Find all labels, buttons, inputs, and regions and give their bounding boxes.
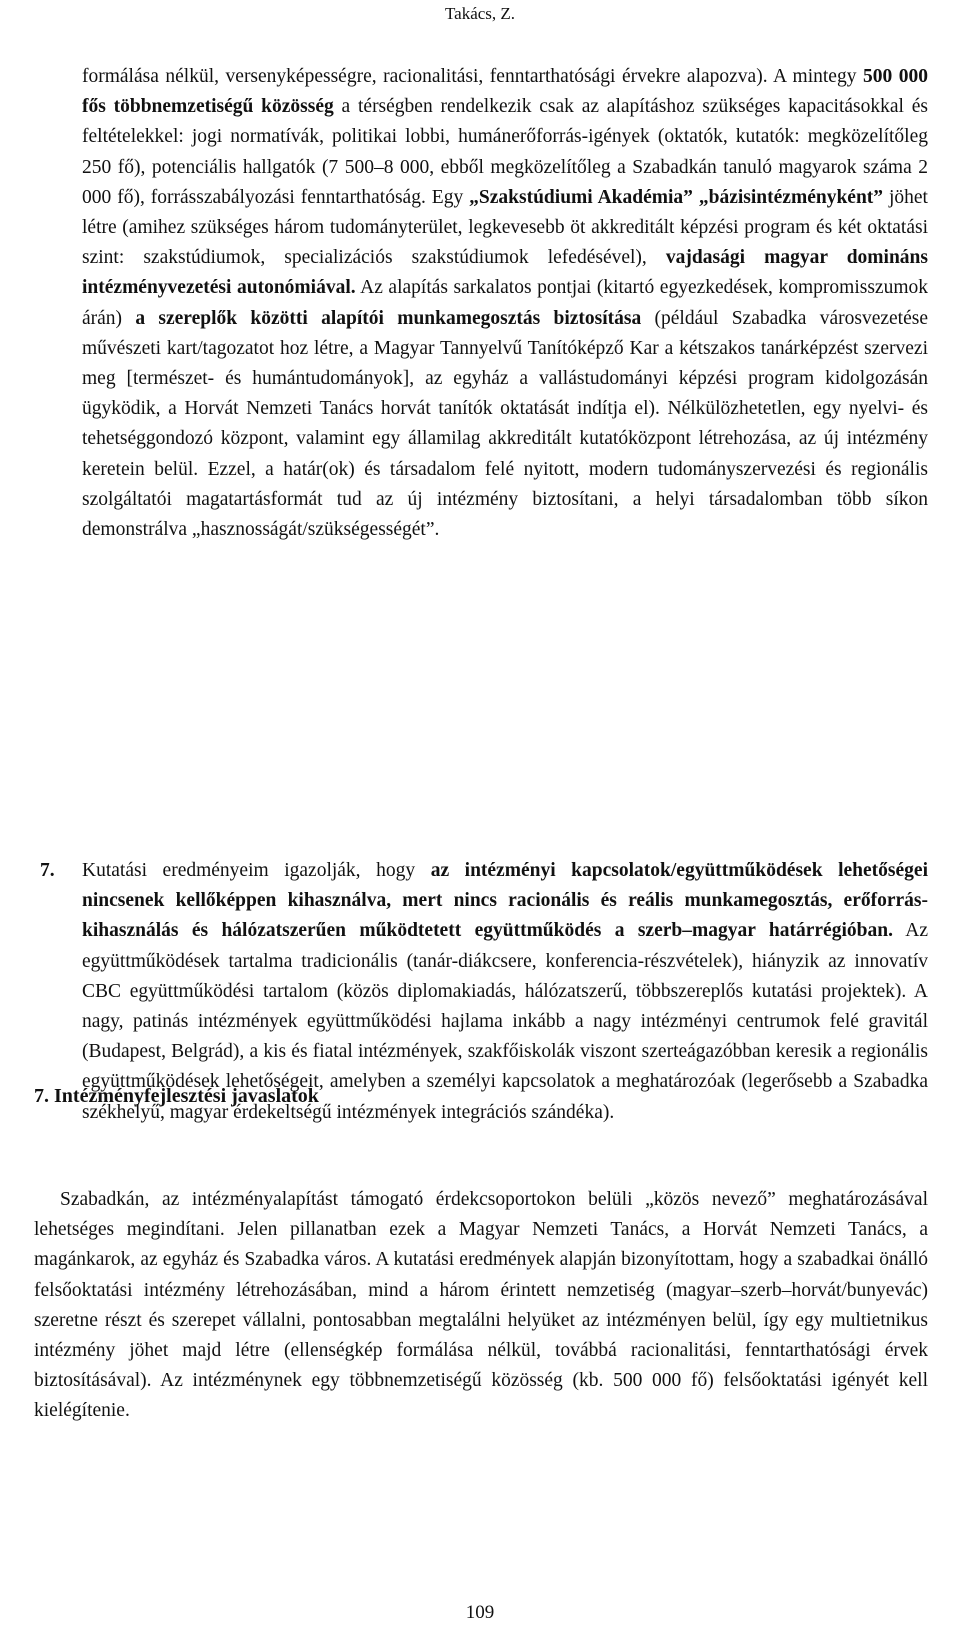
text-run: Kutatási eredményeim igazolják, hogy: [82, 860, 431, 881]
bold-run: vajdasági magyar domináns intézményvezetési autonómiával.: [82, 247, 928, 299]
text-run: Az együttműködések tartalma tradicionális (tanár-diákcsere, konferencia-részvételek), hiányzik az innovatív CBC együttműködési tartalom (közös diplomakiadás, hálózatszerű, többszereplős kutatási projektek). A nagy, patinás intézmények együttműködési hajlama inkább a nagy intézményi centrumok felé gravitál (Budapest, Belgrád), a kis és fiatal intézmények, szakfőiskolák viszont szerteágazóbban keresik a regionális együttműködések lehetőségeit, amelyben a személyi kapcsolatok a meghatározóak (legerősebb a Szabadka székhelyű, magyar érdekeltségű intézmények integrációs szándéka).: [82, 920, 928, 1123]
text-run: a térségben rendelkezik csak az alapításhoz szükséges kapacitásokkal és feltételekkel: jogi normatívák, politikai lobbi, humánerőforrás-igények (oktatók, kutatók: megközelítőleg 250 fő), potenciális hallgatók (7 500–8 000, ebből megközelítőleg a Szabadkán tanuló magyarok száma 2 000 fő), forrásszabályozási fenntarthatóság. Egy: [82, 96, 928, 208]
text-run: Az alapítás sarkalatos pontjai (kitartó egyezkedések, kompromisszumok árán): [82, 277, 928, 329]
text-run: Szabadkán, az intézményalapítást támogató érdekcsoportokon belüli „közös nevező” meghatározásával lehetséges megindítani. Jelen pillanatban ezek a Magyar Nemzeti Tanács, a Horvát Nemzeti Tanács, a magánkarok, az egyház és Szabadka város. A kutatási eredmények alapján bizonyítottam, hogy a szabadkai önálló felsőoktatási intézmény létrehozásában, mind a három érintett nemzetiség (magyar–szerb–horvát/bunyevác) szeretne részt és szerepet vállalni, pontosabban megtalálni helyüket az intézményen belül, így egy multietnikus intézmény jöhet majd létre (ellenségkép formálása nélkül, továbbá racionalitási, fenntarthatósági érvek biztosításával). Az intézménynek egy többnemzetiségű közösség (kb. 500 000 fő) felsőoktatási igényét kell kielégítenie.: [34, 1189, 928, 1422]
bold-run: az intézményi kapcsolatok/együttműködések lehetőségei nincsenek kellőképpen kihasználva, mert nincs racionális és reális munkamegosztás, erőforrás-kihasználás és hálózatszerűen működtetett együttműködés a szerb–magyar határrégióban.: [82, 860, 928, 942]
bold-run: 500 000 fős többnemzetiségű közösség: [82, 66, 929, 118]
bold-run: a szereplők közötti alapítói munkamegosztás biztosítása: [135, 307, 642, 329]
bold-run: „Szakstúdiumi Akadémia” „bázisintézményként”: [469, 186, 884, 208]
text-run: formálása nélkül, versenyképességre, racionalitási, fenntarthatósági érvekre alapozva). A mintegy: [82, 66, 863, 87]
paragraph-founding-conditions: [82, 62, 928, 545]
section-heading: 7. Intézményfejlesztési javaslatok: [34, 1085, 319, 1107]
item-number: 7.: [40, 860, 55, 881]
running-header-author: Takács, Z.: [444, 4, 516, 23]
page-number: 109: [465, 1602, 495, 1623]
text-run: (például Szabadka városvezetése művészeti kart/tagozatot hoz létre, a Magyar Tannyelvű Tanítóképző Kar a kétszakos tanárképzést szervezi meg [természet- és humántudományok], az egyház a vallástudományi képzési program kidolgozásán ügyködik, a Horvát Nemzeti Tanács horvát tanítók oktatását indítja el). Nélkülözhetetlen, egy nyelvi- és tehetséggondozó központ, valamint egy államilag akkreditált kutatóközpont létrehozása, az új intézmény keretein belül. Ezzel, a határ(ok) és társadalom felé nyitott, modern tudományszervezési és regionális szolgáltatói magatartásformát tud az új intézmény biztosítani, a helyi társadalomban több síkon demonstrálva „hasznosságát/szükségességét”.: [82, 307, 928, 541]
paragraph-proposals: [34, 1185, 928, 1427]
text-run: jöhet létre (amihez szükséges három tudományterület, legkevesebb öt akkreditált képzési program és két oktatási szint: szakstúdiumok, specializációs szakstúdiumok lefedésével),: [82, 186, 928, 269]
